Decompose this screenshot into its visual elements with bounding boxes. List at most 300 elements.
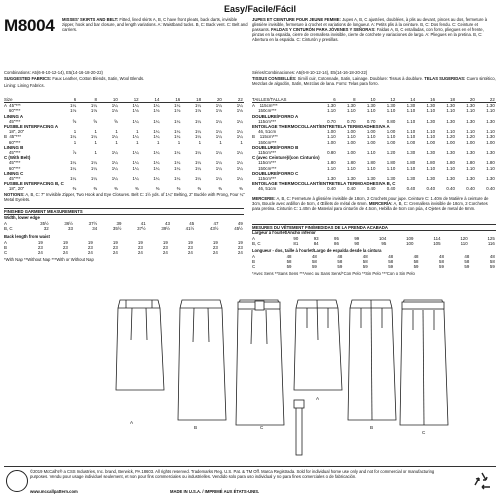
table-cell: 19: [162, 240, 168, 245]
table-cell: 109: [406, 236, 414, 241]
table-cell: 0.70: [366, 118, 376, 124]
table-cell: 1.10: [366, 150, 376, 156]
table-cell: 23: [137, 245, 143, 251]
table-cell: 1.30: [486, 150, 495, 156]
skirt-c-front-drawing: [236, 300, 284, 425]
table-cell: 36½: [64, 221, 73, 226]
row-label: LINING B: [4, 144, 24, 150]
table-cell: 1.10: [406, 165, 416, 171]
table-cell: 39½: [161, 226, 170, 232]
table-cell: 23: [87, 245, 93, 251]
table-cell: 1.30: [426, 150, 436, 156]
table-cell: 81: [293, 241, 299, 247]
table-cell: 1.10: [366, 165, 376, 171]
table-cell: 1.10: [386, 165, 396, 171]
table-cell: 1.00: [466, 139, 475, 145]
merceria-head: MERCERÍA:: [368, 201, 393, 206]
width-table: [4, 221, 244, 231]
suggested-fabrics-head: SUGGESTED FABRICS:: [4, 76, 52, 81]
table-cell: 1.80: [406, 160, 416, 166]
table-cell: 24: [37, 250, 43, 256]
view-label-a: A: [130, 420, 134, 425]
row-label: 45"***: [4, 150, 21, 156]
table-cell: 1.00: [406, 139, 416, 145]
table-cell: 1¼: [236, 118, 243, 124]
telas-text: Cuero sintético, Mezclas de algodón, Satín, Mezclas de lana. Forro: Telas para forro.: [252, 76, 496, 86]
table-cell: 1¼: [215, 165, 222, 171]
view-label-c: C: [260, 425, 264, 430]
table-cell: 1¼: [111, 150, 118, 156]
table-cell: 48: [413, 254, 419, 259]
skirt-b-front-drawing: [178, 300, 226, 420]
mercerie: [252, 196, 496, 211]
table-cell: 1.20: [466, 134, 475, 140]
table-cell: 19: [137, 240, 143, 245]
back-table-wrap: [4, 240, 244, 256]
lining-fabrics: Lining: Lining Fabrics.: [4, 83, 45, 88]
table-cell: 95: [381, 241, 387, 247]
table-cell: 1⅛: [236, 108, 243, 114]
table-cell: 1¼: [174, 118, 181, 124]
table-cell: 43: [165, 221, 170, 226]
table-cell: 1.10: [366, 134, 376, 140]
table-cell: 48: [489, 254, 495, 259]
table-cell: 48: [311, 254, 317, 259]
mercerie-text: A, B, C: Fermeture à glissière invisible de 18cm, 2 Crochets pour jupe. Ceinture C: 1.40m de Matière à ceinture de 3cm, Boucle avec ardillon de 5cm, 4 Œillets de métal de 6mm.: [252, 196, 489, 206]
table-cell: ⅜: [239, 186, 243, 192]
table-cell: ⅜: [197, 186, 202, 192]
table-cell: 1.10: [406, 129, 416, 135]
table-cell: 1: [219, 139, 222, 145]
table-cell: 1¼: [236, 134, 243, 140]
row-label: C: [4, 250, 8, 256]
row-label: 115cm***: [252, 176, 277, 182]
size-header-label: TAILLES/TALLAS: [252, 97, 317, 103]
row-label: ENTOILAGE THERMOCOLLANT/ENTRETELA TERMOADHESIVA A: [252, 124, 390, 130]
table-cell: 1¼: [236, 150, 243, 156]
footer-logo-badge: [6, 470, 28, 492]
table-cell: 90: [354, 241, 360, 247]
table-cell: 1¼: [111, 176, 118, 182]
table-cell: 59: [439, 264, 444, 270]
table-cell: 58: [464, 259, 470, 265]
table-cell: 1.10: [446, 129, 455, 135]
table-cell: 45: [189, 221, 195, 226]
largeur-table: [252, 236, 496, 246]
table-cell: 0.40: [466, 186, 475, 192]
table-cell: 1.30: [406, 103, 416, 109]
table-cell: 24: [137, 250, 143, 256]
view-label-b: B: [194, 425, 198, 430]
table-cell: 24: [62, 250, 68, 256]
footer-copyright: [30, 469, 450, 479]
table-cell: 0.40: [327, 186, 336, 192]
table-cell: 1: [73, 129, 77, 135]
table-cell: 120: [460, 236, 468, 241]
row-label: 115cm***: [252, 160, 277, 166]
table-cell: 1.30: [327, 176, 336, 182]
table-cell: 1⅛: [132, 108, 139, 114]
pattern-number: M8004: [4, 16, 55, 35]
table-cell: 24: [87, 250, 93, 256]
table-cell: 1.00: [386, 129, 396, 135]
table-cell: 1.10: [406, 134, 416, 140]
description-fr-text: Jupes A, B, C ajustées, doublées, à plis au devant, pinces au dos, fermeture à glissière invisible, fermeture à crochet et variations de longueur. A: Petits plis à la ceinture. B, C: Dos fendu. C: Ceinture et passants.: [252, 17, 488, 32]
table-cell: 1¼: [132, 165, 139, 171]
table-cell: 35½: [40, 221, 49, 226]
table-cell: 1.30: [486, 118, 495, 124]
row-label: 45"***: [4, 160, 21, 166]
table-cell: 1.30: [486, 176, 495, 182]
description-en-head: MISSES' SKIRTS AND BELT:: [62, 17, 119, 22]
right-yardage-table-wrap: [252, 97, 496, 192]
table-cell: 1.10: [346, 165, 356, 171]
table-cell: 1¼: [236, 165, 243, 171]
table-cell: 1.10: [406, 108, 416, 114]
table-cell: 1¼: [111, 160, 118, 166]
copyright-fr-text: Vendu pour usage individuel seulement, et non pour fins commerciales ou industrielles. Vendido solo para uso individual y no para fines comerciales o de fabricación.: [49, 474, 357, 479]
row-label: DOUBLURE/FORRO C: [252, 170, 299, 176]
table-cell: 1¼: [90, 134, 97, 140]
skirt-b-back-drawing: [348, 300, 396, 420]
table-cell: 1.80: [366, 160, 376, 166]
row-label: 60"***: [4, 139, 21, 145]
table-cell: 1¼: [90, 165, 97, 171]
table-cell: 59: [311, 264, 317, 270]
table-cell: 24: [212, 250, 218, 256]
table-cell: 58: [337, 259, 343, 265]
table-cell: 90: [293, 236, 299, 241]
recycle-icon: [470, 470, 494, 494]
table-cell: 114: [433, 236, 441, 241]
table-cell: 1¼: [70, 176, 77, 182]
row-label: 18", 20": [4, 129, 25, 135]
row-label: DOUBLURE/FORRO B: [252, 144, 299, 150]
table-row: [4, 226, 244, 231]
table-cell: ⅜: [134, 186, 139, 192]
table-cell: 1.10: [406, 118, 416, 124]
table-cell: 1.10: [327, 165, 336, 171]
table-cell: 1.30: [406, 150, 416, 156]
nap-note-left: *With Nap **Without Nap ***With or Without Nap: [4, 257, 94, 262]
table-cell: 1¼: [153, 150, 160, 156]
row-label: B 45"***: [4, 134, 21, 140]
table-cell: 23: [112, 245, 118, 251]
row-label: C: [252, 264, 256, 270]
table-cell: 23: [237, 245, 243, 251]
table-cell: 59: [413, 264, 419, 270]
table-cell: 1¼: [236, 160, 243, 166]
table-cell: 1.10: [486, 108, 495, 114]
table-cell: 1.00: [346, 129, 356, 135]
table-cell: 23: [37, 245, 43, 251]
table-cell: 23: [162, 245, 168, 251]
table-cell: 95: [334, 236, 339, 241]
table-cell: 58: [388, 259, 394, 265]
size-header-cell: 14: [140, 97, 161, 103]
table-cell: 0.70: [327, 118, 336, 124]
table-cell: 1.30: [346, 103, 356, 109]
table-cell: 0.40: [426, 186, 436, 192]
row-label: B: [252, 259, 255, 265]
row-label: 150cm***: [252, 108, 277, 114]
table-cell: 49: [237, 221, 243, 226]
table-cell: 41½: [185, 226, 195, 232]
table-cell: 116: [487, 241, 495, 247]
table-cell: 19: [62, 240, 68, 245]
table-cell: ⅜: [72, 186, 77, 192]
table-cell: 1¼: [174, 160, 181, 166]
row-label: 115cm***: [252, 118, 277, 124]
table-cell: 1¼: [194, 165, 202, 171]
largeur-table-wrap: [252, 236, 496, 246]
table-cell: 1.10: [486, 165, 495, 171]
table-cell: 1.30: [346, 176, 356, 182]
notions-head: NOTIONS:: [4, 192, 25, 197]
table-cell: 35½: [112, 226, 122, 232]
table-cell: 1¼: [215, 150, 222, 156]
table-cell: ⅝: [114, 118, 118, 124]
table-cell: 1.00: [327, 129, 336, 135]
row-label: A: [4, 240, 7, 245]
row-label: 115cm***: [252, 150, 277, 156]
size-header-cell: 6: [57, 97, 78, 103]
table-cell: 1¼: [194, 160, 202, 166]
table-cell: 1.10: [466, 108, 475, 114]
size-header-label: Size: [4, 97, 57, 103]
table-cell: 1.30: [446, 176, 455, 182]
pattern-title: Easy/Facile/Fácil: [223, 4, 297, 14]
table-cell: 1.30: [426, 118, 436, 124]
table-cell: 100: [406, 241, 414, 247]
row-label: 45"***: [4, 118, 21, 124]
size-header-cell: 8: [77, 97, 98, 103]
table-cell: 1.30: [486, 103, 495, 109]
row-label: DOUBLURE/FORRO A: [252, 113, 299, 119]
table-cell: 1.00: [346, 150, 356, 156]
table-cell: 1¼: [174, 150, 181, 156]
suggested-fabrics: [4, 76, 244, 81]
table-cell: 1.10: [426, 108, 436, 114]
longueur-label: Longueur - dos, taille à l'ourlet/Largo de espalda desde la cintura: [252, 248, 382, 253]
table-cell: 1¼: [132, 176, 139, 182]
table-cell: 0.70: [346, 118, 356, 124]
row-label: 150cm***: [252, 139, 277, 145]
right-combinations: Séries/Combinaciones: A5(6-8-10-12-14), E5(14-16-18-20-22): [252, 70, 368, 75]
table-cell: 1.30: [446, 150, 455, 156]
largeur-label: Largeur à l'ourlet/Ancho inferior: [252, 230, 316, 235]
table-cell: ⅝: [72, 118, 77, 124]
table-cell: 1¼: [111, 103, 118, 109]
table-cell: 24: [162, 250, 168, 256]
table-cell: 1¼: [70, 165, 77, 171]
table-cell: 1.10: [346, 134, 356, 140]
table-cell: 1⅛: [70, 108, 77, 114]
left-yardage-table: [4, 97, 244, 192]
table-cell: 1.30: [486, 134, 495, 140]
row-label: 150cm***: [252, 165, 277, 171]
table-cell: 1¼: [70, 134, 77, 140]
size-header-cell: 22: [476, 97, 496, 103]
width-table-wrap: [4, 221, 244, 231]
table-cell: 1.80: [346, 160, 356, 166]
merceria-text: A, B, C: Cremallera invisible de 18cm, 2 Corchetes para pretina. Cinturón C: 1.40m de Material para cinturón de 4.5cm, Hebilla de 5cm con púa, 4 Ojetes de metal de 6mm.: [252, 201, 488, 211]
table-cell: 58: [489, 259, 495, 265]
table-cell: 1¼: [90, 160, 97, 166]
row-label: 46, 51cm: [252, 186, 277, 192]
table-cell: 1.80: [327, 160, 336, 166]
table-cell: 23: [212, 245, 218, 251]
table-cell: 1.10: [366, 108, 376, 114]
table-cell: 58: [362, 259, 368, 265]
row-label: A: [4, 221, 7, 226]
table-cell: 1.10: [327, 108, 336, 114]
table-cell: 48: [388, 254, 394, 259]
table-cell: 1¼: [194, 134, 202, 140]
table-cell: 19: [237, 240, 243, 245]
table-cell: 1.30: [466, 118, 475, 124]
row-label: LINING C: [4, 170, 24, 176]
table-cell: 1.30: [386, 176, 396, 182]
table-cell: 1.10: [386, 134, 396, 140]
table-cell: 86: [334, 241, 339, 247]
table-cell: ⅜: [218, 186, 222, 192]
longueur-table-wrap: [252, 254, 496, 270]
table-cell: 1.00: [366, 129, 376, 135]
table-cell: 1: [115, 129, 118, 135]
belt-c-drawing: [294, 400, 304, 455]
notions-text: A, B, C: 7" Invisible Zipper, Two Hook and Eye Closures. Belt C: 1½ yds. of 1¼" Belting, 2" Buckle with Prong, Four ¼" Metal Eyelets.: [4, 192, 245, 202]
view-label-b-back: B: [370, 425, 374, 430]
tissus-text: Similí cuir, Cotonnade, Satin, Lainage. Doublure: Tissus à doublure.: [297, 76, 424, 81]
table-cell: 1⅛: [90, 108, 97, 114]
table-cell: 1¼: [215, 118, 222, 124]
size-header-cell: 16: [161, 97, 182, 103]
table-cell: 1.30: [446, 103, 455, 109]
table-cell: 1.00: [346, 139, 356, 145]
table-cell: 59: [362, 264, 368, 270]
row-label: 18", 20": [4, 186, 25, 192]
table-cell: 0.40: [446, 186, 455, 192]
table-cell: 1.10: [426, 165, 436, 171]
description-es-head: FALDAS Y CINTURÓN PARA JÓVENES Y SEÑORAS:: [271, 27, 376, 32]
skirt-c-back-drawing: [400, 300, 448, 425]
table-cell: 1¼: [236, 129, 243, 135]
table-cell: 1.30: [466, 103, 475, 109]
table-cell: 1.80: [426, 160, 436, 166]
table-cell: 1¼: [132, 150, 139, 156]
table-cell: 0.40: [386, 186, 396, 192]
table-cell: 58: [286, 259, 292, 265]
row-label: 45"***: [4, 176, 21, 182]
table-cell: 0.80: [327, 150, 336, 156]
row-label: FUSIBLE INTERFACING A: [4, 124, 58, 130]
table-cell: 59: [489, 264, 495, 270]
table-cell: 1.10: [446, 108, 455, 114]
description-en: [62, 17, 248, 32]
table-cell: 1¼: [194, 150, 202, 156]
row-label: C (avec Ceinture)/(con Cinturón): [252, 155, 320, 161]
table-cell: 1.30: [466, 176, 475, 182]
table-cell: ⅜: [93, 186, 97, 192]
telas-head: TELAS SUGERIDAS:: [424, 76, 466, 81]
table-cell: 59: [388, 264, 394, 270]
mercerie-head: MERCERIE:: [252, 196, 276, 201]
table-cell: 1: [73, 139, 77, 145]
table-cell: 58: [439, 259, 444, 265]
row-label: LINING A: [4, 113, 24, 119]
table-cell: 1¼: [111, 165, 118, 171]
table-cell: 104: [378, 236, 387, 241]
view-label-c-back: C: [422, 430, 426, 435]
table-cell: 1: [240, 139, 243, 145]
skirt-a-front-drawing: [116, 300, 164, 390]
table-cell: 59: [337, 264, 343, 270]
table-row: [252, 186, 496, 191]
table-cell: 1: [156, 139, 160, 145]
suggested-fabrics-text: Faux Leather, Cotton Blends, Satin, Wool Blends.: [52, 76, 145, 81]
table-cell: 1¼: [215, 129, 222, 135]
table-cell: 48: [464, 254, 470, 259]
table-cell: 1¼: [70, 103, 77, 109]
table-cell: 1¼: [132, 134, 139, 140]
size-header-cell: 20: [202, 97, 223, 103]
table-cell: 1.10: [486, 129, 495, 135]
left-combinations: Combinations: A5(6-8-10-12-14), E5(14-16-18-20-22): [4, 70, 103, 75]
back-length-table: [4, 240, 244, 256]
table-cell: 33: [68, 226, 73, 232]
table-cell: 1¼: [236, 176, 243, 182]
table-cell: 1.80: [386, 160, 396, 166]
table-cell: 1.30: [327, 103, 336, 109]
table-cell: 1.00: [327, 139, 336, 145]
table-cell: 48: [286, 254, 292, 259]
row-label: 60"***: [4, 165, 21, 171]
table-row: [252, 241, 496, 246]
table-cell: 41: [140, 221, 146, 226]
table-cell: 1¼: [132, 103, 139, 109]
table-cell: 23: [62, 245, 68, 251]
size-header-cell: 12: [119, 97, 140, 103]
size-header-cell: 18: [181, 97, 202, 103]
table-cell: 1.30: [466, 150, 475, 156]
row-label: FUSIBLE INTERFACING B, C: [4, 181, 64, 187]
table-cell: 1¼: [153, 160, 160, 166]
table-cell: 1¼: [194, 103, 202, 109]
table-cell: 1.30: [406, 176, 416, 182]
size-header-cell: 14: [396, 97, 416, 103]
table-cell: 1¼: [174, 129, 181, 135]
table-cell: 1¼: [153, 134, 160, 140]
row-label: B, C: [252, 241, 261, 247]
table-cell: 1.10: [346, 108, 356, 114]
table-cell: 58: [413, 259, 419, 265]
row-label: 46, 51cm: [252, 129, 277, 135]
table-cell: 1¼: [215, 134, 222, 140]
table-cell: 1.30: [426, 176, 436, 182]
skirt-a-back-drawing: [294, 300, 342, 390]
table-cell: 32: [43, 226, 49, 232]
table-cell: 1¼: [215, 160, 222, 166]
tissus-conseilles: [252, 76, 496, 86]
table-cell: 1.30: [426, 103, 436, 109]
table-cell: 1¼: [174, 134, 181, 140]
table-cell: 1¼: [153, 165, 160, 171]
table-row: [252, 264, 496, 269]
right-yardage-table: [252, 97, 496, 192]
table-cell: 24: [112, 250, 118, 256]
table-cell: ⅝: [93, 118, 97, 124]
